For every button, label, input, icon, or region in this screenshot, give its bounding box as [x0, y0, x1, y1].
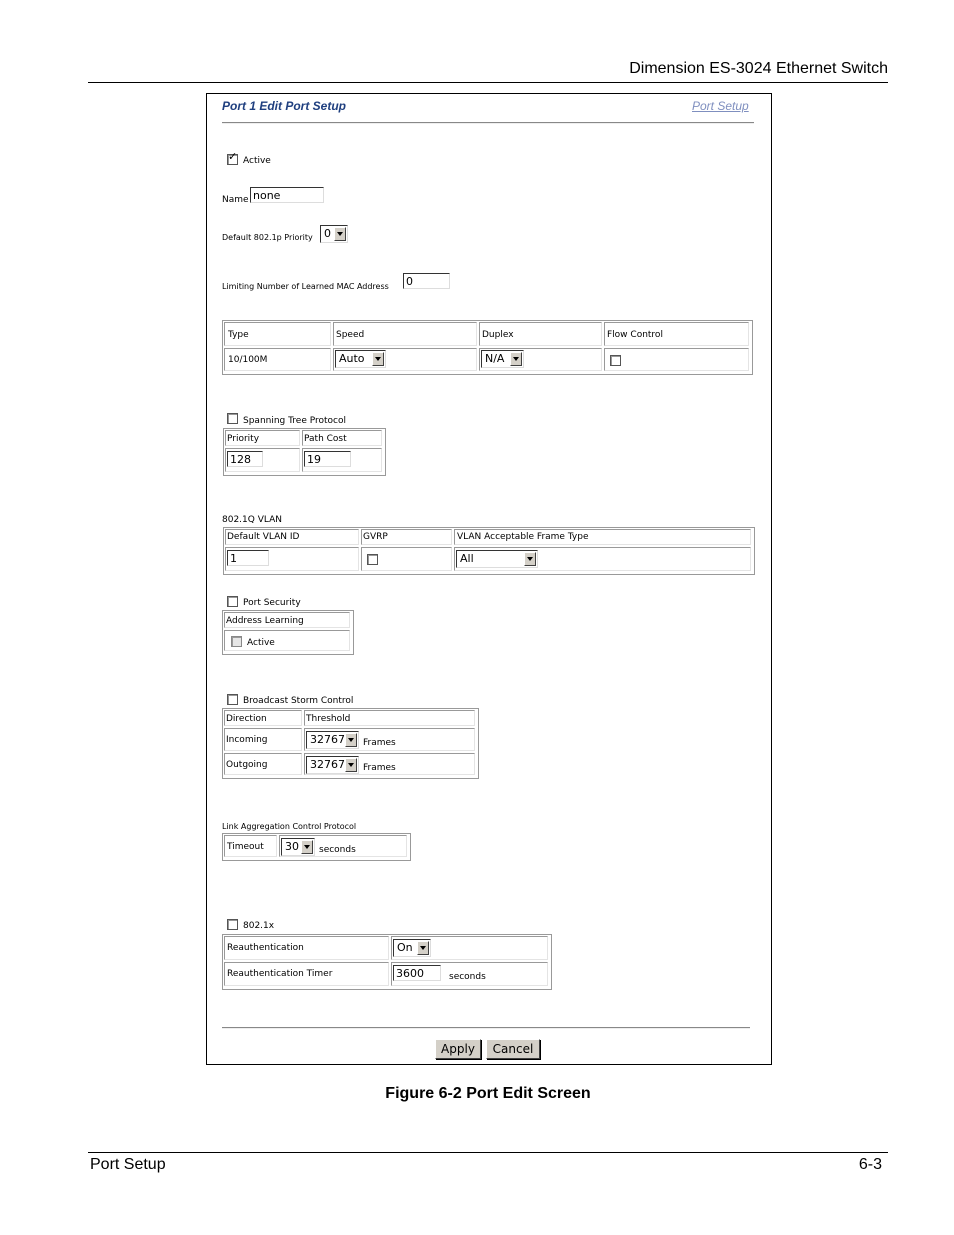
title-divider	[222, 122, 754, 124]
check-icon: ✓	[228, 151, 238, 163]
stp-label: Spanning Tree Protocol	[243, 416, 347, 426]
document-footer	[88, 1152, 888, 1183]
name-label: Name	[222, 195, 249, 205]
incoming-label: Incoming	[226, 735, 268, 745]
timeout-unit: seconds	[319, 845, 356, 855]
speed-select[interactable]	[335, 350, 386, 368]
active-label: Active	[243, 156, 271, 166]
vlan-id-input[interactable]: 1	[227, 550, 269, 566]
chevron-down-icon	[524, 552, 536, 566]
dot1x-checkbox[interactable]	[227, 919, 238, 930]
address-learning-header: Address Learning	[226, 616, 304, 626]
timeout-select[interactable]	[281, 838, 315, 856]
type-value: 10/100M	[228, 355, 268, 365]
priority-label: Default 802.1p Priority	[222, 233, 313, 242]
port-security-checkbox[interactable]	[227, 596, 238, 607]
frame-type-value: All	[460, 552, 474, 565]
cancel-button[interactable]: Cancel	[486, 1039, 540, 1059]
timeout-value: 30	[285, 840, 299, 853]
storm-control-label: Broadcast Storm Control	[243, 696, 354, 706]
chevron-down-icon	[510, 352, 522, 366]
storm-control-checkbox[interactable]	[227, 694, 238, 705]
chevron-down-icon	[345, 733, 357, 747]
outgoing-label: Outgoing	[226, 760, 268, 770]
stp-path-cost-header: Path Cost	[304, 434, 347, 444]
dot1x-label: 802.1x	[243, 921, 275, 931]
flow-control-header: Flow Control	[607, 330, 663, 340]
speed-header: Speed	[336, 330, 365, 340]
stp-priority-input[interactable]: 128	[227, 451, 263, 467]
direction-header: Direction	[226, 714, 267, 724]
frame-type-header: VLAN Acceptable Frame Type	[457, 532, 589, 542]
mac-limit-label: Limiting Number of Learned MAC Address	[222, 282, 389, 291]
document-title: Dimension ES-3024 Ethernet Switch	[629, 60, 888, 77]
outgoing-threshold-value: 32767	[310, 758, 345, 771]
port-security-label: Port Security	[243, 598, 301, 608]
vlan-id-header: Default VLAN ID	[227, 532, 300, 542]
duplex-value: N/A	[485, 352, 505, 365]
incoming-threshold-select[interactable]	[306, 731, 359, 749]
reauth-timer-input[interactable]: 3600	[393, 965, 441, 981]
bottom-divider	[222, 1027, 750, 1029]
name-input[interactable]: none	[250, 187, 324, 203]
flow-control-checkbox[interactable]	[610, 355, 621, 366]
timeout-label: Timeout	[227, 842, 264, 852]
apply-button[interactable]: Apply	[435, 1039, 481, 1059]
threshold-header: Threshold	[306, 714, 351, 724]
flow-control-value-cell	[604, 348, 749, 371]
reauth-value: On	[397, 941, 413, 954]
mac-limit-input[interactable]: 0	[403, 273, 450, 289]
reauth-select[interactable]	[393, 939, 431, 957]
gvrp-checkbox[interactable]	[367, 554, 378, 565]
vlan-section-label: 802.1Q VLAN	[222, 515, 282, 525]
lacp-section-label: Link Aggregation Control Protocol	[222, 822, 357, 831]
document-header	[88, 60, 888, 83]
footer-page-number: 6-3	[858, 1156, 882, 1173]
priority-value: 0	[324, 227, 331, 240]
frame-type-select[interactable]	[456, 550, 538, 568]
chevron-down-icon	[345, 758, 357, 772]
incoming-threshold-value: 32767	[310, 733, 345, 746]
address-learning-value-cell	[224, 630, 350, 651]
address-learning-active-checkbox[interactable]	[231, 636, 242, 647]
duplex-select[interactable]	[481, 350, 524, 368]
outgoing-threshold-select[interactable]	[306, 756, 359, 774]
reauth-label: Reauthentication	[227, 943, 304, 953]
chevron-down-icon	[334, 227, 346, 241]
address-learning-active-label: Active	[247, 638, 275, 648]
figure-caption: Figure 6-2 Port Edit Screen	[385, 1085, 591, 1102]
incoming-unit: Frames	[363, 738, 396, 748]
chevron-down-icon	[372, 352, 384, 366]
port-setup-link[interactable]: Port Setup	[692, 99, 749, 113]
stp-path-cost-input[interactable]: 19	[304, 451, 351, 467]
chevron-down-icon	[417, 941, 429, 955]
active-checkbox[interactable]	[227, 151, 238, 165]
gvrp-header: GVRP	[363, 532, 388, 542]
duplex-header: Duplex	[482, 330, 514, 340]
stp-checkbox[interactable]	[227, 413, 238, 424]
priority-select[interactable]	[320, 225, 348, 243]
reauth-timer-label: Reauthentication Timer	[227, 969, 333, 979]
type-header: Type	[228, 330, 249, 340]
footer-section-name: Port Setup	[90, 1156, 166, 1173]
outgoing-unit: Frames	[363, 763, 396, 773]
reauth-timer-unit: seconds	[449, 972, 486, 982]
screen-title: Port 1 Edit Port Setup	[222, 99, 347, 113]
speed-value: Auto	[339, 352, 365, 365]
stp-priority-header: Priority	[227, 434, 260, 444]
chevron-down-icon	[301, 840, 313, 854]
